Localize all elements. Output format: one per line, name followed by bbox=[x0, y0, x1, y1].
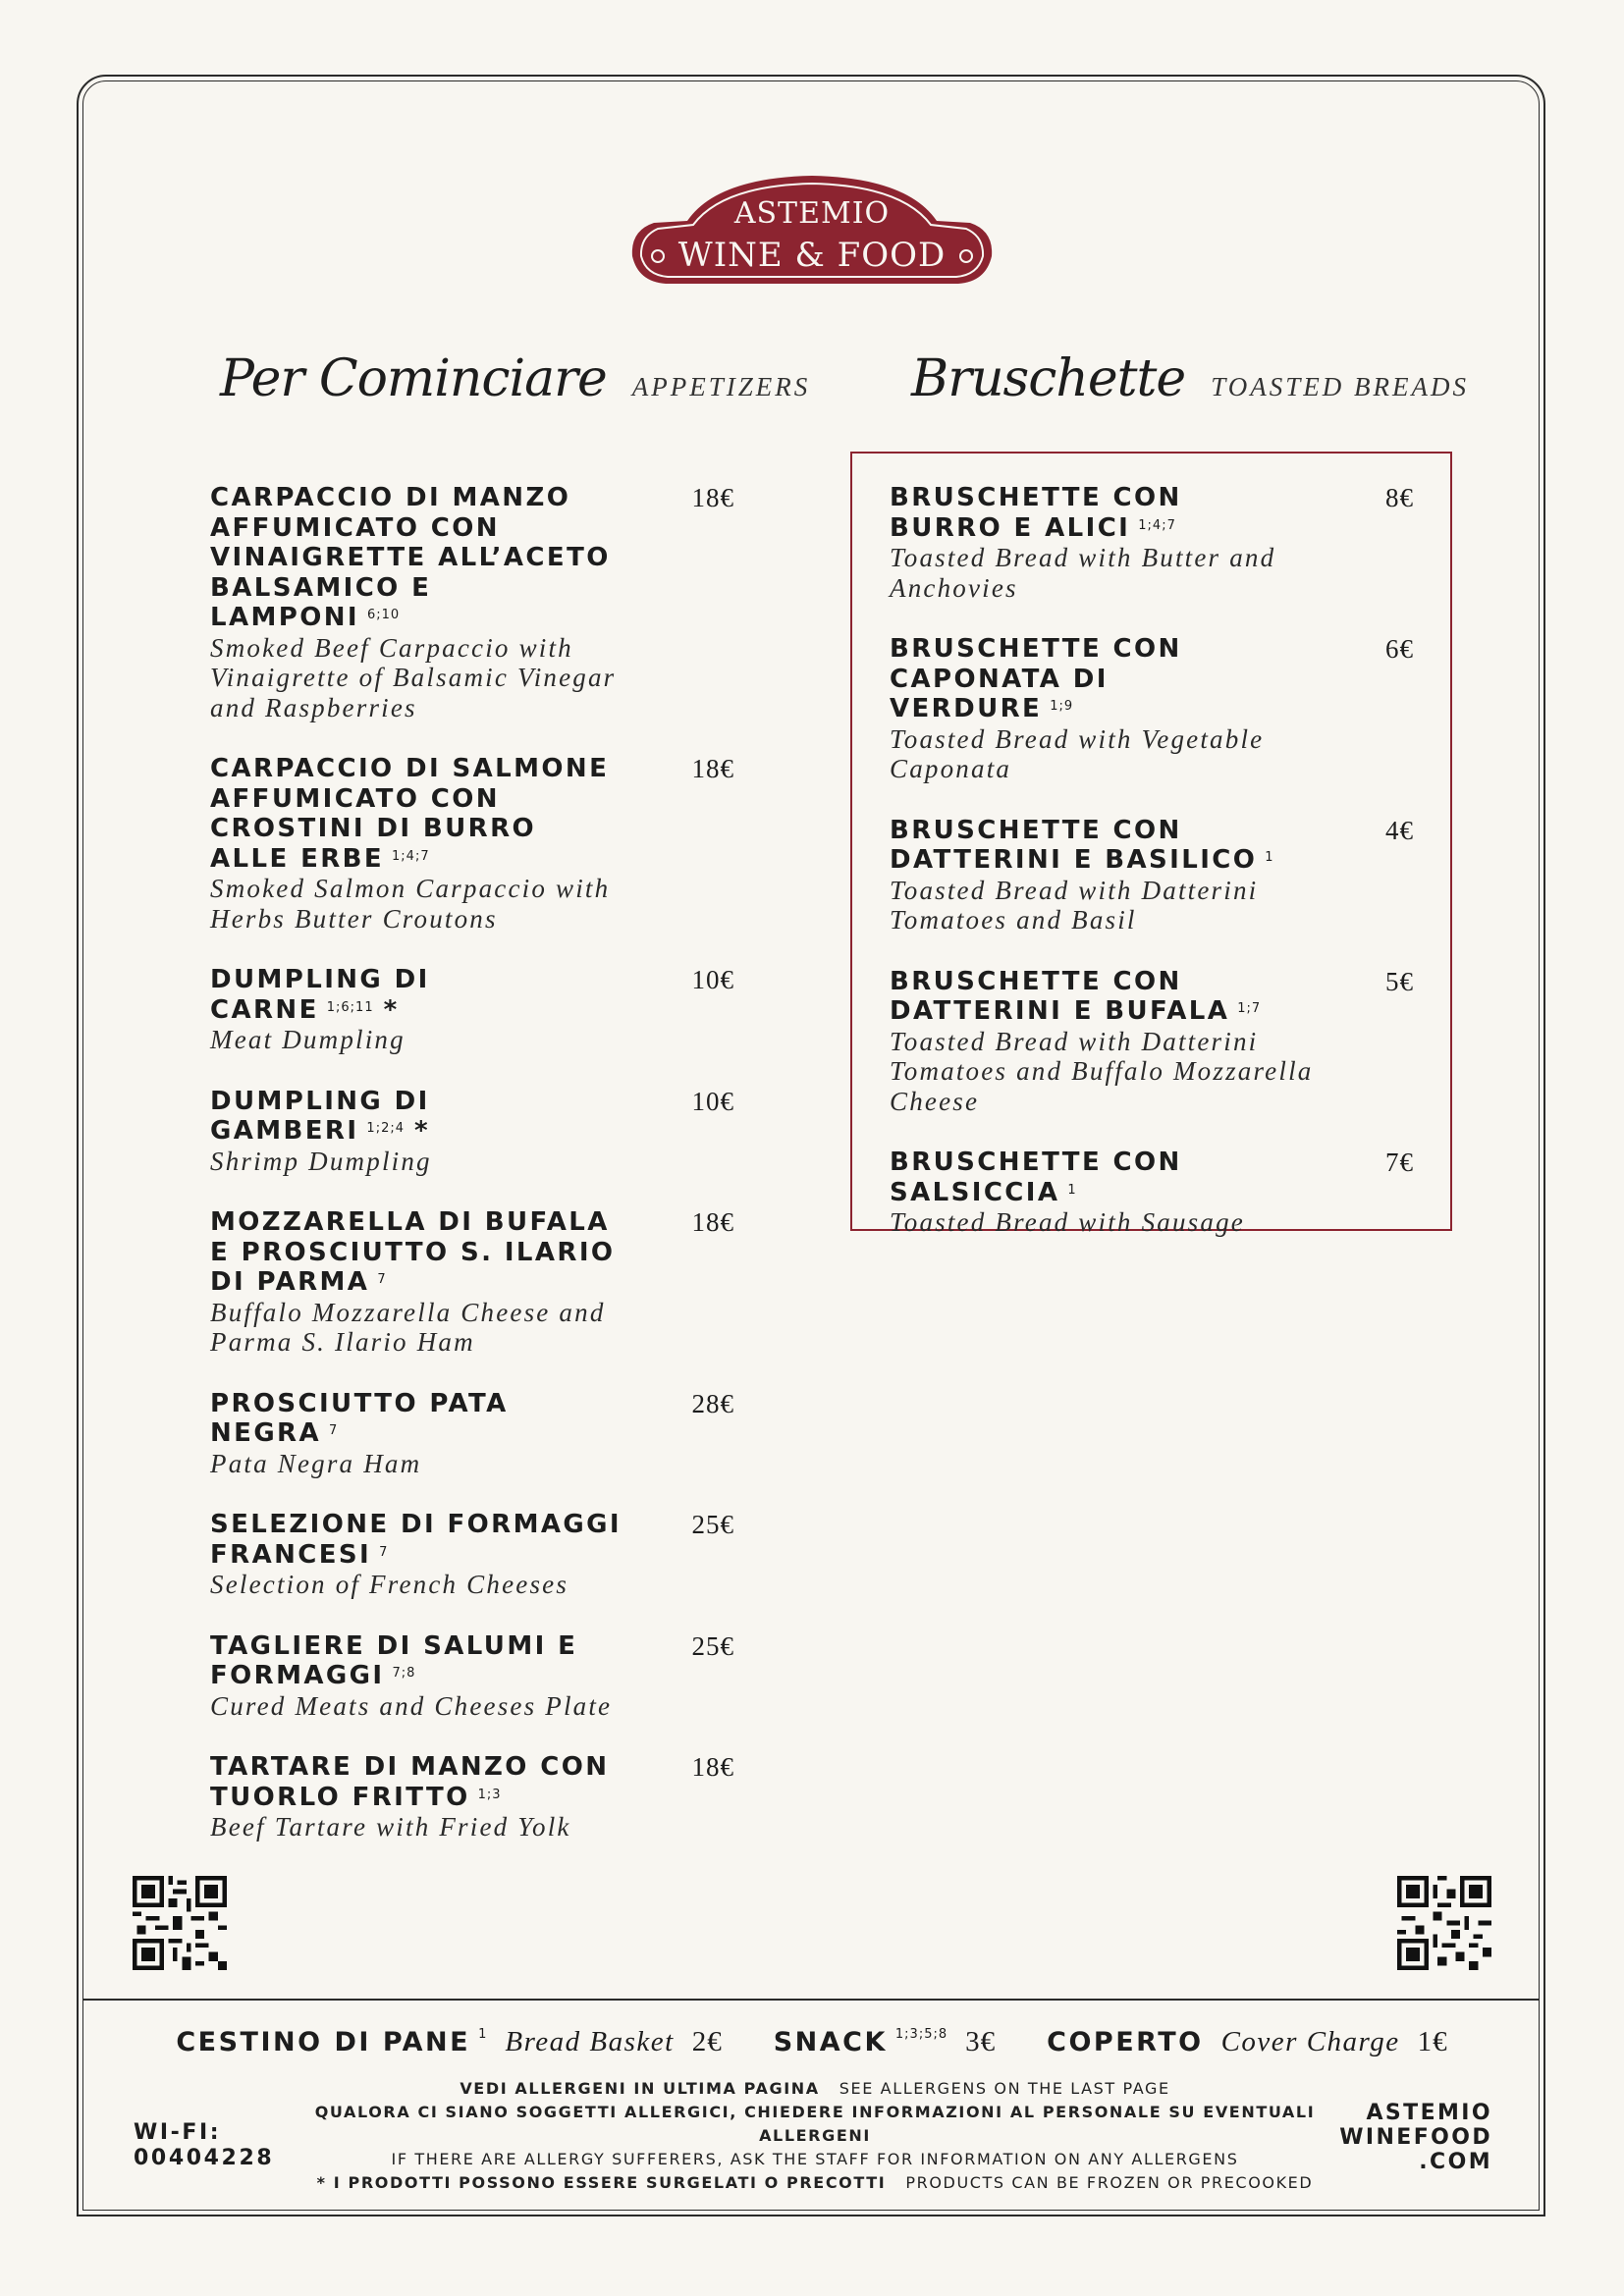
note-line-4: * I PRODOTTI POSSONO ESSERE SURGELATI O PRECOTTI PRODUCTS CAN BE FROZEN OR PRECOOKED bbox=[316, 2173, 1314, 2192]
item-name: DUMPLING DI CARNE $^{1;6;11}$ * bbox=[210, 965, 430, 1025]
footer-divider bbox=[82, 1999, 1540, 2001]
allergen-codes: 6;10 bbox=[366, 608, 401, 622]
item-price: 18€ bbox=[691, 754, 734, 783]
item-price: 10€ bbox=[691, 965, 734, 994]
item-description: Selection of French Cheeses bbox=[210, 1570, 569, 1599]
item-name: SELEZIONE DI FORMAGGI FRANCESI $^7$ bbox=[210, 1510, 622, 1570]
menu-item bbox=[210, 1510, 750, 1600]
item-name: DUMPLING DI GAMBERI $^{1;2;4}$ * bbox=[210, 1086, 430, 1146]
allergen-codes: 1;7 bbox=[1237, 1001, 1262, 1016]
snack-price: 3€ bbox=[965, 2026, 997, 2057]
item-description: Smoked Beef Carpaccio with Vinaigrette of Balsamic Vinegar and Raspberries bbox=[210, 632, 617, 722]
item-name: BRUSCHETTE CON DATTERINI E BUFALA $^{1;7}$ bbox=[890, 966, 1262, 1026]
item-description: Toasted Bread with Butter and Anchovies bbox=[890, 543, 1276, 603]
item-price: 28€ bbox=[691, 1388, 734, 1418]
item-name: TARTARE DI MANZO CON TUORLO FRITTO $^{1;3}$ bbox=[210, 1752, 610, 1812]
allergen-codes: 7 bbox=[329, 1423, 339, 1438]
menu-item bbox=[210, 754, 750, 934]
item-price: 4€ bbox=[1385, 815, 1414, 845]
bruschette-heading bbox=[911, 349, 1469, 408]
allergen-codes: 1 bbox=[1067, 1182, 1077, 1198]
frozen-marker: * bbox=[414, 1116, 430, 1146]
allergen-codes: 1 bbox=[478, 2027, 488, 2042]
appetizers-subtitle: APPETIZERS bbox=[631, 372, 811, 401]
allergen-codes: 1 bbox=[1265, 850, 1274, 865]
note-line-1: VEDI ALLERGENI IN ULTIMA PAGINA SEE ALLERGENS ON THE LAST PAGE bbox=[460, 2079, 1170, 2098]
item-description: Meat Dumpling bbox=[210, 1025, 406, 1054]
snack-label: SNACK $^{1;3;5;8}$ bbox=[773, 2027, 948, 2057]
item-price: 25€ bbox=[691, 1510, 734, 1539]
item-description: Toasted Bread with Vegetable Caponata bbox=[890, 723, 1265, 783]
item-price: 25€ bbox=[691, 1630, 734, 1661]
qr-code-icon[interactable] bbox=[133, 1876, 227, 1970]
menu-item bbox=[890, 1148, 1414, 1238]
allergen-codes: 1;2;4 bbox=[366, 1121, 405, 1136]
menu-item bbox=[890, 634, 1414, 784]
item-price: 6€ bbox=[1385, 634, 1414, 664]
allergen-notes bbox=[285, 2077, 1345, 2195]
item-name: BRUSCHETTE CON DATTERINI E BASILICO $^1$ bbox=[890, 815, 1274, 875]
frozen-marker: * bbox=[383, 994, 400, 1025]
item-description: Toasted Bread with Datterini Tomatoes and Buffalo Mozzarella Cheese bbox=[890, 1026, 1314, 1116]
website-link[interactable]: ASTEMIO WINEFOOD .COM bbox=[1339, 2101, 1492, 2174]
menu-item bbox=[210, 483, 750, 722]
allergen-codes: 1;6;11 bbox=[326, 999, 374, 1015]
menu-item bbox=[210, 1087, 750, 1177]
item-name: BRUSCHETTE CON CAPONATA DI VERDURE $^{1;9}$ bbox=[890, 634, 1182, 723]
item-description: Beef Tartare with Fried Yolk bbox=[210, 1812, 571, 1842]
menu-item bbox=[210, 1389, 750, 1479]
item-price: 18€ bbox=[691, 483, 734, 512]
item-price: 10€ bbox=[691, 1086, 734, 1116]
allergen-codes: 1;9 bbox=[1050, 699, 1074, 714]
cover-label: COPERTO bbox=[1047, 2027, 1204, 2057]
item-name: BRUSCHETTE CON BURRO E ALICI $^{1;4;7}$ bbox=[890, 483, 1182, 543]
item-name: MOZZARELLA DI BUFALA E PROSCIUTTO S. ILARIO DI PARMA $^7$ bbox=[210, 1207, 616, 1297]
item-description: Pata Negra Ham bbox=[210, 1448, 422, 1478]
menu-item bbox=[890, 483, 1414, 603]
wifi-code: 00404228 bbox=[134, 2146, 275, 2170]
footer-extras bbox=[0, 2026, 1624, 2058]
allergen-codes: 1;4;7 bbox=[392, 848, 430, 864]
allergen-codes: 7;8 bbox=[392, 1666, 416, 1681]
menu-item bbox=[210, 1752, 750, 1842]
item-name: PROSCIUTTO PATA NEGRA $^7$ bbox=[210, 1388, 509, 1448]
bread-desc: Bread Basket bbox=[505, 2026, 675, 2057]
item-description: Toasted Bread with Sausage bbox=[890, 1207, 1245, 1237]
logo-line-1: ASTEMIO bbox=[733, 196, 891, 231]
item-price: 5€ bbox=[1385, 966, 1414, 996]
menu-item bbox=[890, 816, 1414, 935]
allergen-codes: 7 bbox=[379, 1544, 389, 1560]
item-price: 18€ bbox=[691, 1752, 734, 1782]
item-description: Buffalo Mozzarella Cheese and Parma S. Ilario Ham bbox=[210, 1297, 606, 1357]
menu-item bbox=[210, 965, 750, 1055]
menu-item bbox=[210, 1207, 750, 1358]
item-name: BRUSCHETTE CON SALSICCIA $^1$ bbox=[890, 1148, 1182, 1207]
item-price: 7€ bbox=[1385, 1148, 1414, 1177]
note-line-3: IF THERE ARE ALLERGY SUFFERERS, ASK THE STAFF FOR INFORMATION ON ANY ALLERGENS bbox=[391, 2150, 1239, 2168]
wifi-info bbox=[134, 2120, 274, 2171]
allergen-codes: 1;3 bbox=[477, 1787, 502, 1802]
appetizers-heading bbox=[220, 349, 810, 408]
item-name: CARPACCIO DI SALMONE AFFUMICATO CON CROSTINI DI BURRO ALLE ERBE $^{1;4;7}$ bbox=[210, 754, 610, 874]
astemio-logo bbox=[628, 172, 996, 292]
item-price: 8€ bbox=[1385, 483, 1414, 512]
allergen-codes: 1;3;5;8 bbox=[894, 2027, 948, 2042]
wifi-label: WI-FI: bbox=[134, 2120, 222, 2145]
item-description: Shrimp Dumpling bbox=[210, 1146, 432, 1176]
cover-price: 1€ bbox=[1417, 2026, 1448, 2057]
allergen-codes: 1;4;7 bbox=[1138, 517, 1176, 533]
menu-item bbox=[210, 1631, 750, 1722]
qr-code-icon[interactable] bbox=[1397, 1876, 1491, 1970]
bruschette-title: Bruschette bbox=[911, 349, 1186, 408]
bread-price: 2€ bbox=[691, 2026, 723, 2057]
allergen-codes: 7 bbox=[377, 1272, 387, 1287]
appetizers-list bbox=[210, 483, 750, 1874]
bruschette-subtitle: TOASTED BREADS bbox=[1211, 372, 1469, 401]
menu-item bbox=[890, 967, 1414, 1117]
item-price: 18€ bbox=[691, 1207, 734, 1237]
item-name: TAGLIERE DI SALUMI E FORMAGGI $^{7;8}$ bbox=[210, 1630, 578, 1690]
note-line-2: QUALORA CI SIANO SOGGETTI ALLERGICI, CHIEDERE INFORMAZIONI AL PERSONALE SU EVENTUALI ALLERGENI bbox=[314, 2103, 1316, 2145]
item-name: CARPACCIO DI MANZO AFFUMICATO CON VINAIGRETTE ALL’ACETO BALSAMICO E LAMPONI $^{6;10}$ bbox=[210, 483, 611, 632]
item-description: Cured Meats and Cheeses Plate bbox=[210, 1690, 613, 1721]
bread-label: CESTINO DI PANE $^1$ bbox=[176, 2027, 488, 2057]
logo-line-2: WINE & FOOD bbox=[677, 236, 947, 275]
item-description: Toasted Bread with Datterini Tomatoes and Basil bbox=[890, 875, 1259, 934]
appetizers-title: Per Cominciare bbox=[220, 349, 607, 408]
item-description: Smoked Salmon Carpaccio with Herbs Butter Croutons bbox=[210, 874, 611, 934]
cover-desc: Cover Charge bbox=[1220, 2026, 1400, 2057]
bruschette-list bbox=[890, 483, 1414, 1269]
